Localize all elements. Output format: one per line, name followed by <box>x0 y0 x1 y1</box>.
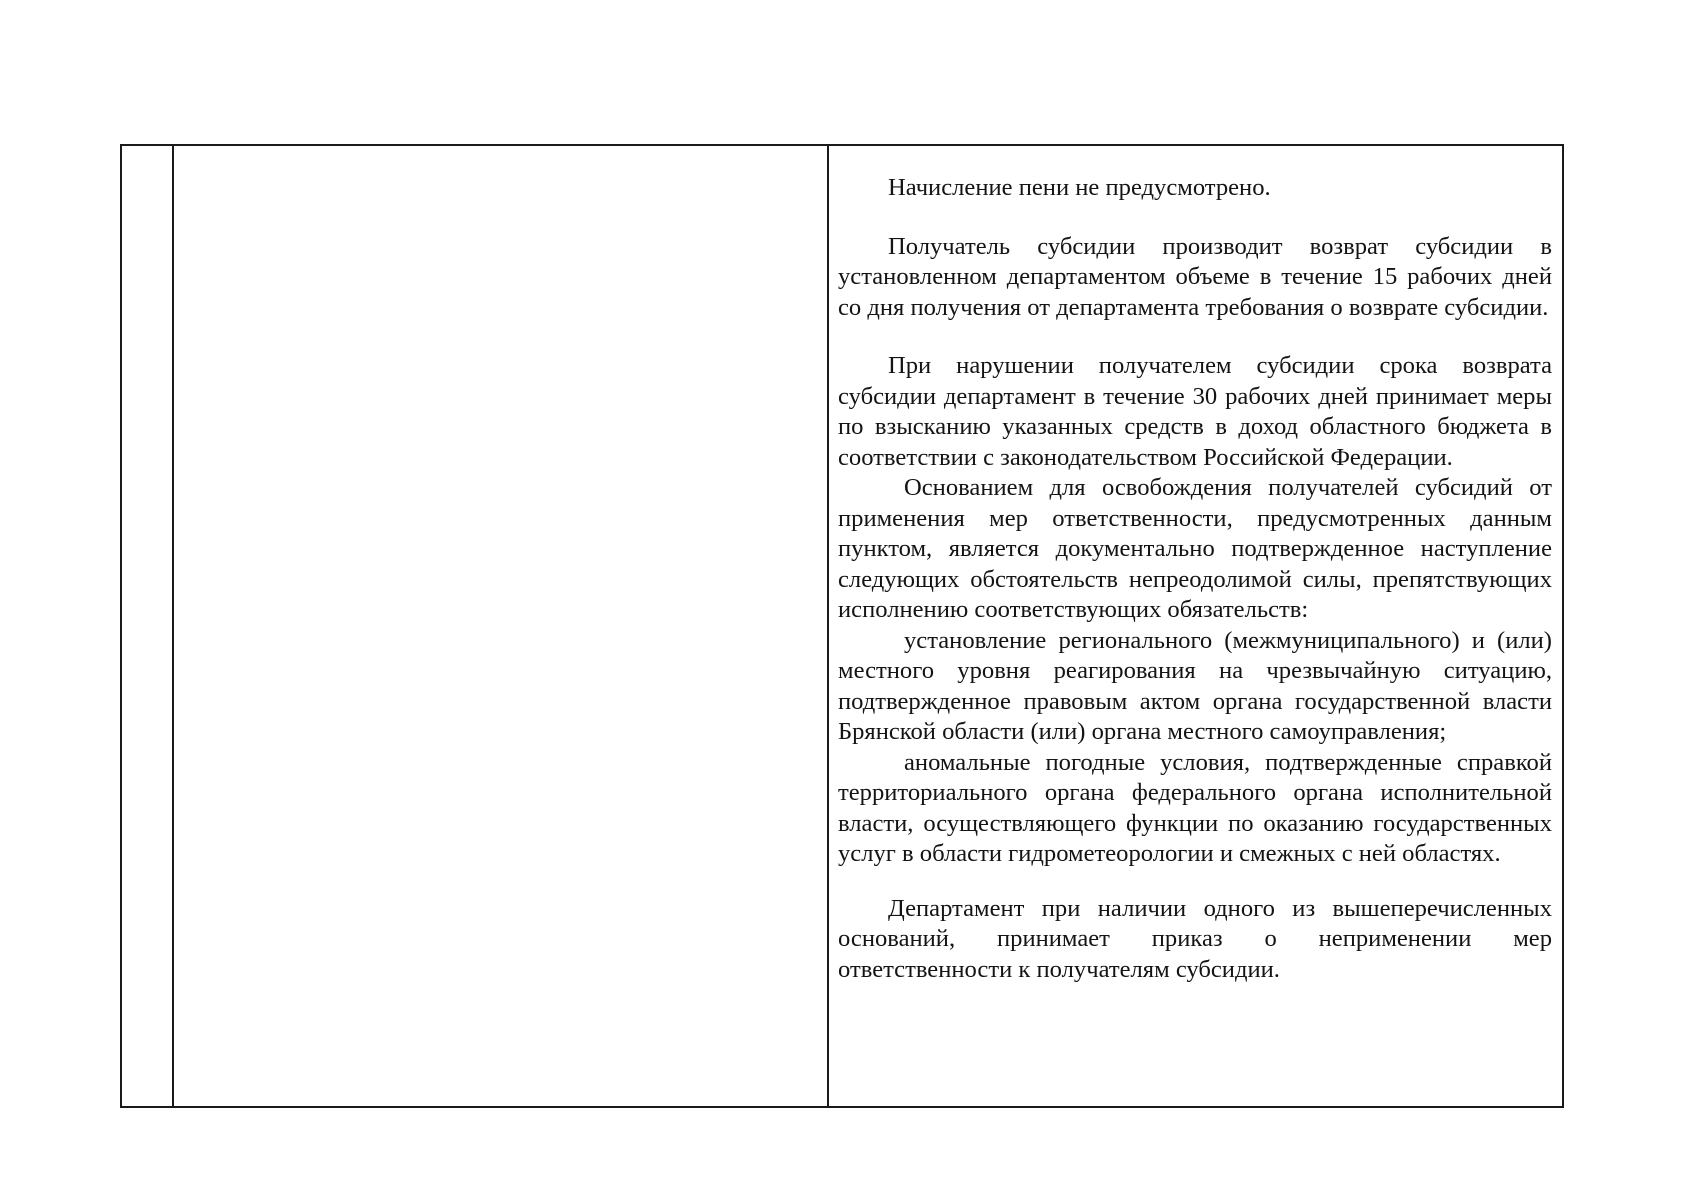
document-table <box>120 144 1564 1108</box>
paragraph-order: Департамент при наличии одного из вышеперечисленных оснований, принимает приказ о неприменении мер ответственности к получателям субсидии. <box>838 894 1552 983</box>
paragraph-grounds: Основанием для освобождения получателей субсидий от применения мер ответственности, предусмотренных данным пунктом, является документально подтвержденное наступление следующих обстоятельств непреодолимой силы, препятствующих исполнению соответствующих обязательств: <box>838 474 1552 623</box>
content-cell <box>828 145 1563 1107</box>
paragraph-refund: Получатель субсидии производит возврат субсидии в установленном департаментом объеме в течение 15 рабочих дней со дня получения от департамента требования о возврате субсидии. <box>838 232 1552 321</box>
table-row <box>121 145 1563 1107</box>
description-cell <box>173 145 828 1107</box>
paragraph-emergency: установление регионального (межмуниципального) и (или) местного уровня реагирования на чрезвычайную ситуацию, подтвержденное правовым актом органа государственной власти Брянской области (или) органа местного самоуправления; <box>838 626 1552 745</box>
paragraph-penalty: Начисление пени не предусмотрено. <box>888 174 1271 201</box>
number-cell <box>121 145 173 1107</box>
paragraph-weather: аномальные погодные условия, подтвержденные справкой территориального органа федерального органа исполнительной власти, осуществляющего функции по оказанию государственных услуг в области гидрометеорологии и смежных с ней областях. <box>838 748 1552 867</box>
paragraph-violation: При нарушении получателем субсидии срока возврата субсидии департамент в течение 30 рабочих дней принимает меры по взысканию указанных средств в доход областного бюджета в соответствии с законодательством Российской Федерации. <box>838 352 1552 471</box>
